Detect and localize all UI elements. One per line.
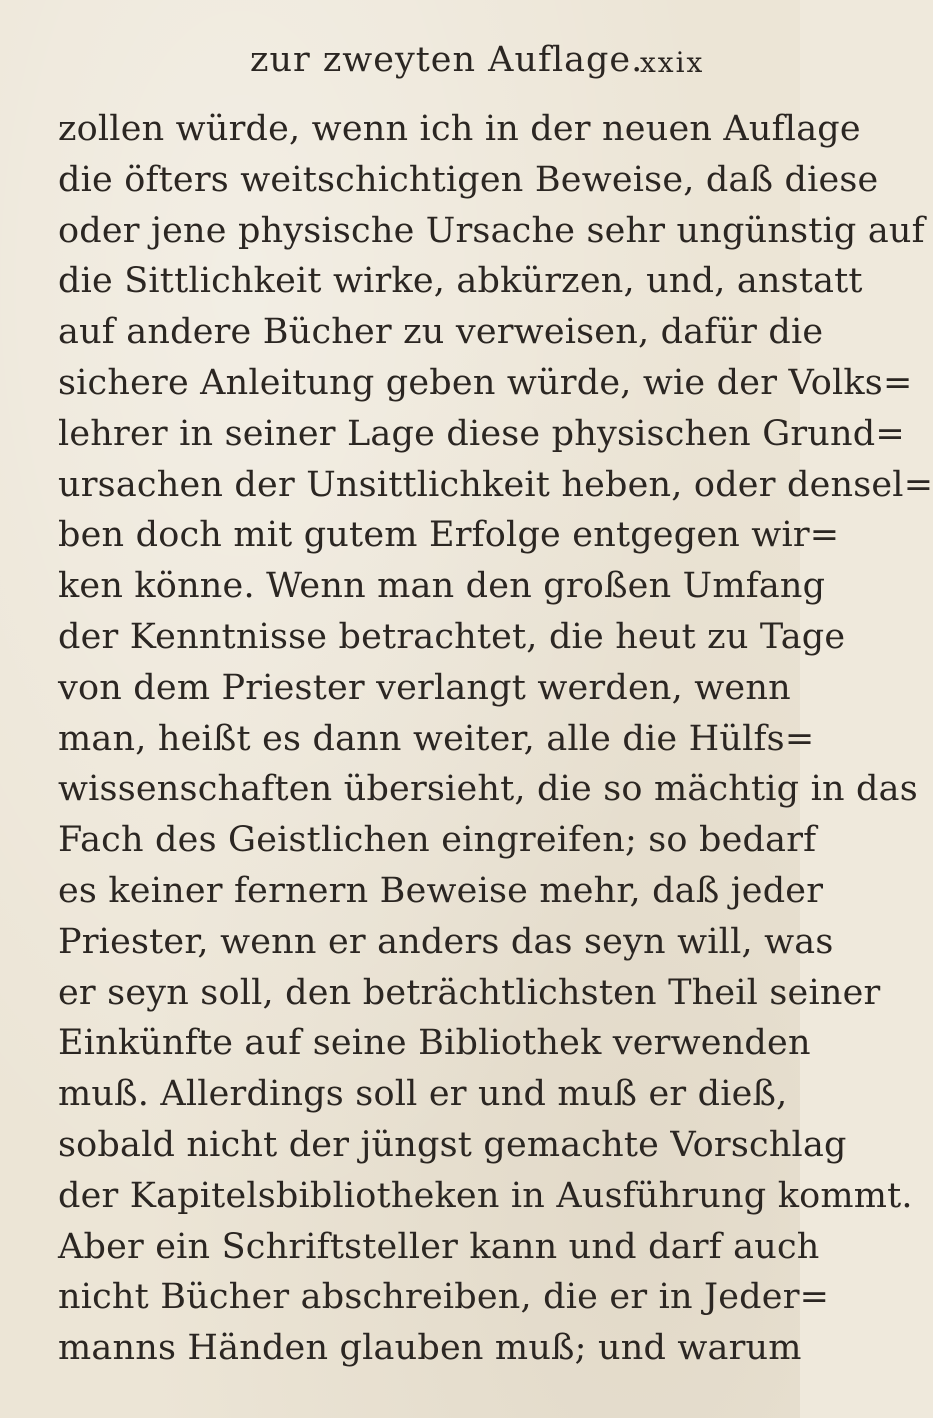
text-line: lehrer in seiner Lage diese physischen Grund= (58, 413, 905, 454)
text-line: ken könne. Wenn man den großen Umfang (58, 566, 826, 607)
text-line: Fach des Geistlichen eingreifen; so bedarf (58, 820, 817, 861)
text-line: der Kapitelsbibliotheken in Ausführung kommt. (58, 1175, 913, 1216)
text-line: oder jene physische Ursache sehr ungünstig auf (58, 210, 925, 251)
text-line: er seyn soll, den beträchtlichsten Theil seiner (58, 972, 881, 1013)
text-line: muß. Allerdings soll er und muß er dieß, (58, 1074, 788, 1115)
text-line: sichere Anleitung geben würde, wie der Volks= (58, 362, 913, 403)
text-line: ursachen der Unsittlichkeit heben, oder densel= (58, 464, 933, 505)
running-title: zur zweyten Auflage. (250, 40, 644, 80)
body-text (58, 104, 933, 1374)
text-line: manns Händen glauben muß; und warum (58, 1328, 802, 1369)
text-line: sobald nicht der jüngst gemachte Vorschlag (58, 1124, 847, 1165)
text-line: von dem Priester verlangt werden, wenn (58, 667, 791, 708)
text-line: ben doch mit gutem Erfolge entgegen wir= (58, 515, 840, 556)
text-line: auf andere Bücher zu verweisen, dafür die (58, 312, 824, 353)
text-line: zollen würde, wenn ich in der neuen Auflage (58, 109, 861, 149)
text-line: wissenschaften übersieht, die so mächtig in das (58, 769, 918, 810)
text-line: man, heißt es dann weiter, alle die Hülfs= (58, 718, 815, 759)
page-number: xxix (640, 46, 705, 79)
text-line: die Sittlichkeit wirke, abkürzen, und, anstatt (58, 261, 863, 302)
text-line: Einkünfte auf seine Bibliothek verwenden (58, 1023, 811, 1064)
text-line: die öfters weitschichtigen Beweise, daß diese (58, 159, 879, 200)
text-line: es keiner fernern Beweise mehr, daß jeder (58, 870, 824, 911)
running-head (0, 40, 800, 90)
text-line: der Kenntnisse betrachtet, die heut zu Tage (58, 616, 846, 657)
text-line: Aber ein Schriftsteller kann und darf auch (58, 1226, 820, 1267)
text-line: nicht Bücher abschreiben, die er in Jeder= (58, 1277, 830, 1318)
text-line: Priester, wenn er anders das seyn will, was (58, 921, 834, 962)
